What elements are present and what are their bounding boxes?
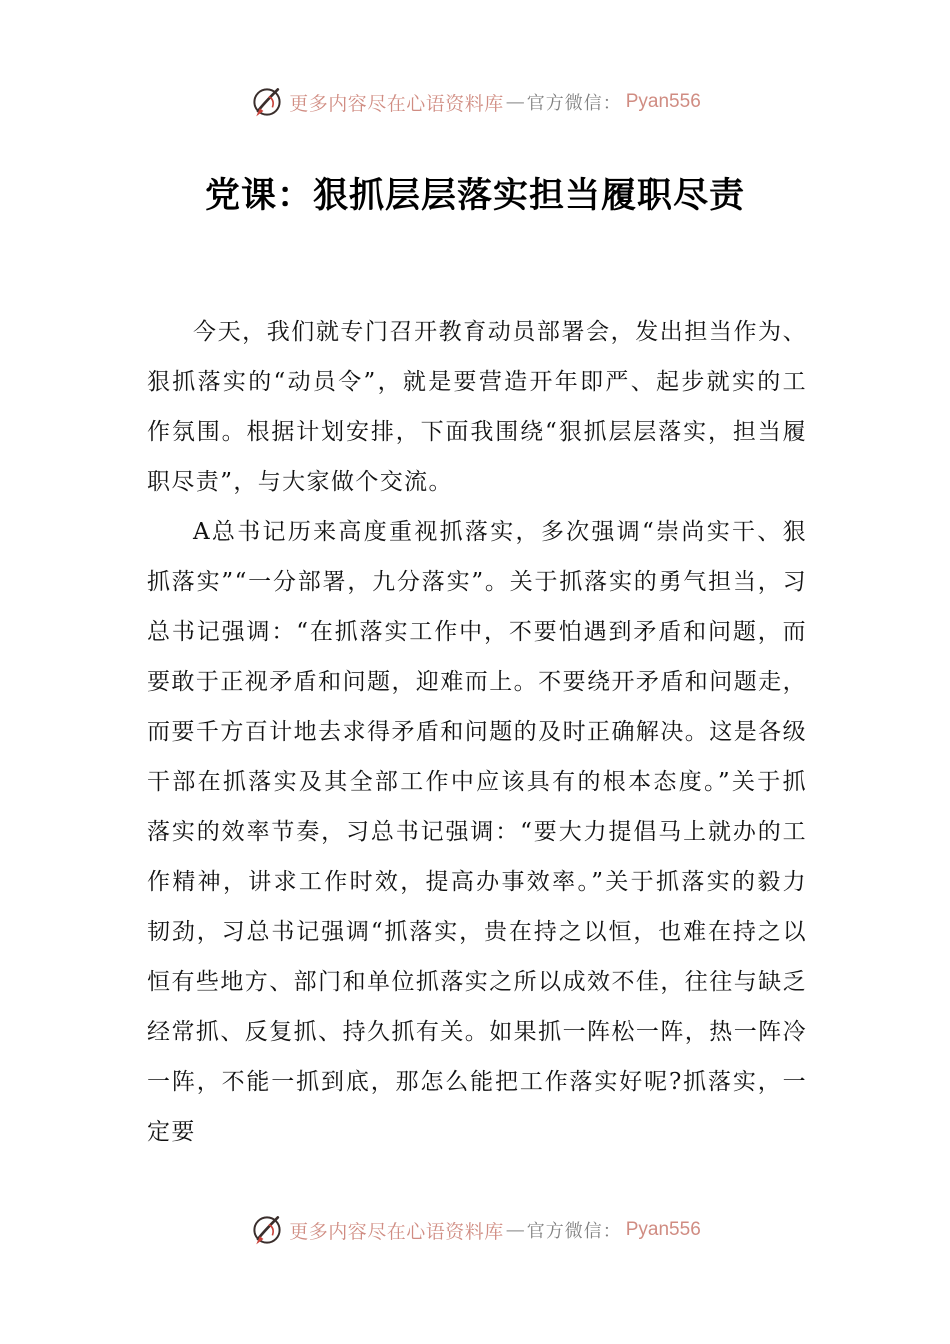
wechat-id: Pyan556: [625, 1219, 701, 1240]
wechat-label: 官方微信：: [526, 93, 622, 114]
separator-dash: —: [505, 91, 525, 113]
pen-logo-icon: [249, 1212, 285, 1248]
wechat-label: 官方微信：: [526, 1221, 622, 1242]
document-body: [147, 307, 807, 1157]
paragraph: 今天，我们就专门召开教育动员部署会，发出担当作为、狠抓落实的“动员令”，就是要营造开年即严、起步就实的工作氛围。根据计划安排，下面我围绕“狠抓层层落实，担当履职尽责”，与大家做个交流。: [147, 319, 807, 495]
wechat-id: Pyan556: [625, 91, 701, 112]
brand-text: 更多内容尽在心语资料库: [289, 92, 504, 115]
header-banner: [0, 82, 950, 122]
paragraph: A总书记历来高度重视抓落实，多次强调“崇尚实干、狠抓落实”“一分部署，九分落实”。关于抓落实的勇气担当，习总书记强调：“在抓落实工作中，不要怕遇到矛盾和问题，而要敢于正视矛盾和问题，迎难而上。不要绕开矛盾和问题走，而要千方百计地去求得矛盾和问题的及时正确解决。这是各级干部在抓落实及其全部工作中应该具有的根本态度。”关于抓落实的效率节奏，习总书记强调：“要大力提倡马上就办的工作精神，讲求工作时效，提高办事效率。”关于抓落实的毅力韧劲，习总书记强调“抓落实，贵在持之以恒，也难在持之以恒有些地方、部门和单位抓落实之所以成效不佳，往往与缺乏经常抓、反复抓、持久抓有关。如果抓一阵松一阵，热一阵冷一阵，不能一抓到底，那怎么能把工作落实好呢?抓落实，一定要: [147, 519, 807, 1145]
pen-logo-icon: [249, 84, 285, 120]
brand-text: 更多内容尽在心语资料库: [289, 1220, 504, 1243]
document-title: 党课：狠抓层层落实担当履职尽责: [204, 176, 745, 216]
separator-dash: —: [505, 1219, 525, 1241]
footer-banner: [0, 1210, 950, 1250]
